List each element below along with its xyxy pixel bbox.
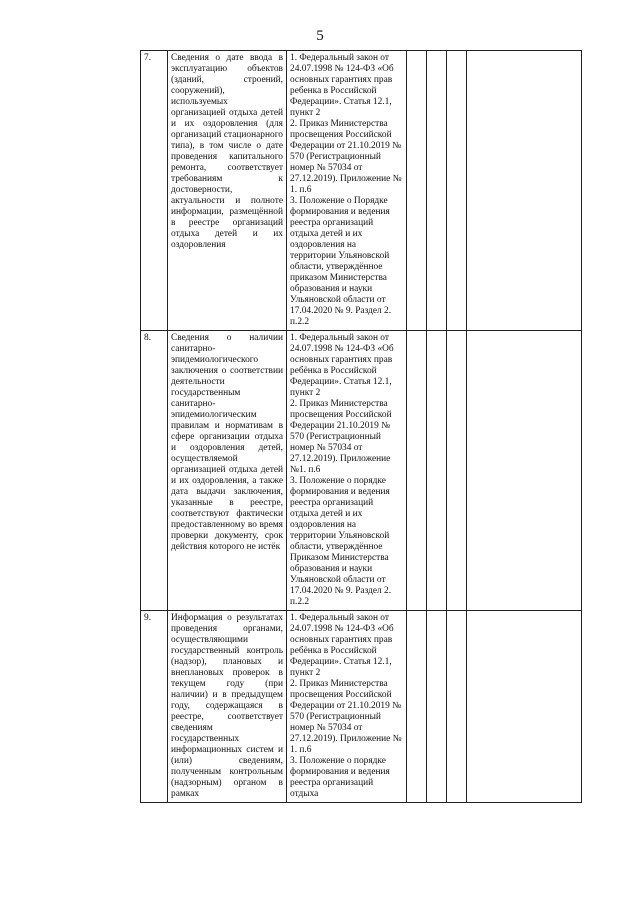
legal-basis-item: 2. Приказ Министерства просвещения Российской Федерации от 21.10.2019 № 570 (Регистрационный номер № 57034 от 27.12.2019). Приложение № 1. п.6 bbox=[290, 119, 402, 195]
answer-yes-cell[interactable] bbox=[407, 51, 427, 331]
notes-cell[interactable] bbox=[467, 331, 582, 611]
answer-na-cell[interactable] bbox=[447, 611, 467, 803]
notes-cell[interactable] bbox=[467, 51, 582, 331]
answer-no-cell[interactable] bbox=[427, 611, 447, 803]
notes-cell[interactable] bbox=[467, 611, 582, 803]
row-number: 8. bbox=[141, 331, 168, 611]
requirement-text: Информация о результатах проведения органами, осуществляющими государственный контроль (надзор), плановых и внеплановых проверок в текущем году (при наличии) и в предыдущем году, содержащаяся в реестре, соответствует сведениям государственных информационных систем и (или) сведениям, полученным контрольным (надзорным) органом в рамках bbox=[168, 611, 287, 803]
legal-basis-item: 1. Федеральный закон от 24.07.1998 № 124-ФЗ «Об основных гарантиях прав ребёнка в Российской Федерации». Статья 12.1, пункт 2 bbox=[290, 613, 394, 678]
legal-basis-cell bbox=[287, 611, 407, 803]
requirement-text: Сведения о наличии санитарно-эпидемиологического заключения о соответствии деятельности государственным санитарно-эпидемиологическим правилам и нормативам в сфере организации отдыха и оздоровления детей, осуществляемой организацией отдыха детей и их оздоровления, а также дата выдачи заключения, указанные в реестре, соответствуют фактически предоставленному во время проверки документу, срок действия которого не истёк bbox=[168, 331, 287, 611]
legal-basis-item: 2. Приказ Министерства просвещения Российской Федерации 21.10.2019 № 570 (Регистрационный номер № 57034 от 27.12.2019). Приложение №1. п.6 bbox=[290, 399, 392, 475]
legal-basis-item: 3. Положение о Порядке формирования и ведения реестра организаций отдыха детей и их оздоровления на территории Ульяновской области, утверждённое приказом Министерства образования и науки Ульяновской области от 17.04.2020 № 9. Раздел 2. п.2.2 bbox=[290, 196, 392, 327]
answer-yes-cell[interactable] bbox=[407, 611, 427, 803]
table-row bbox=[141, 331, 582, 611]
requirement-text: Сведения о дате ввода в эксплуатацию объектов (зданий, строений, сооружений), используемых организацией отдыха детей и их оздоровления (для организаций стационарного типа), в том числе о дате проведения капитального ремонта, соответствует требованиям к достоверности, актуальности и полноте информации, размещённой в реестре организаций отдыха детей и их оздоровления bbox=[168, 51, 287, 331]
row-number: 7. bbox=[141, 51, 168, 331]
table-row bbox=[141, 611, 582, 803]
legal-basis-item: 2. Приказ Министерства просвещения Российской Федерации от 21.10.2019 № 570 (Регистрационный номер № 57034 от 27.12.2019). Приложение № 1. п.6 bbox=[290, 679, 402, 755]
legal-basis-item: 3. Положение о порядке формирования и ведения реестра организаций отдыха детей и их оздоровления на территории Ульяновской области, утверждённое Приказом Министерства образования и науки Ульяновской области от 17.04.2020 № 9. Раздел 2. п.2.2 bbox=[290, 476, 392, 607]
answer-na-cell[interactable] bbox=[447, 331, 467, 611]
row-number: 9. bbox=[141, 611, 168, 803]
page-number: 5 bbox=[316, 28, 324, 44]
answer-no-cell[interactable] bbox=[427, 331, 447, 611]
table-row bbox=[141, 51, 582, 331]
answer-yes-cell[interactable] bbox=[407, 331, 427, 611]
legal-basis-cell bbox=[287, 331, 407, 611]
answer-na-cell[interactable] bbox=[447, 51, 467, 331]
checklist-table bbox=[140, 50, 582, 803]
legal-basis-item: 1. Федеральный закон от 24.07.1998 № 124-ФЗ «Об основных гарантиях прав ребенка в Российской Федерации». Статья 12.1, пункт 2 bbox=[290, 53, 394, 118]
legal-basis-cell bbox=[287, 51, 407, 331]
legal-basis-item: 1. Федеральный закон от 24.07.1998 № 124-ФЗ «Об основных гарантиях прав ребёнка в Российской Федерации». Статья 12.1, пункт 2 bbox=[290, 333, 394, 398]
answer-no-cell[interactable] bbox=[427, 51, 447, 331]
legal-basis-item: 3. Положение о порядке формирования и ведения реестра организаций отдыха bbox=[290, 756, 390, 799]
